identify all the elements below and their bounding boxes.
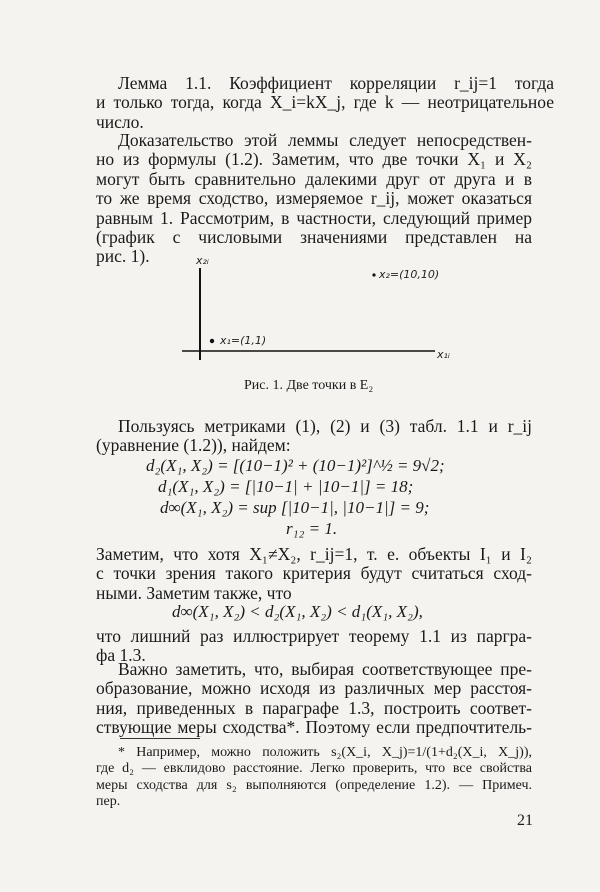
text-line: с точки зрения такого критерия будут считаться сход- [96, 563, 532, 584]
text-line: но из формулы (1.2). Заметим, что две точки X₁ и X₂ [96, 149, 532, 170]
point2-label: x₂=(10,10) [379, 268, 440, 281]
point-x1 [210, 339, 214, 343]
text-line: Доказательство этой леммы следует непосредствен- [118, 130, 532, 150]
y-axis-label: x₂ᵢ [196, 254, 209, 267]
point-x2 [372, 273, 375, 276]
text-line: и только тогда, когда X_i=kX_j, где k — неотрицательное [96, 92, 554, 113]
text-line: ствующие меры сходства*. Поэтому если предпочтитель- [96, 717, 532, 738]
text-line: число. [96, 111, 144, 132]
text-line: Пользуясь метриками (1), (2) и (3) табл. 1.1 и r_ij [118, 416, 532, 436]
equation-d1: d₁(X₁, X₂) = [|10−1| + |10−1|] = 18; [158, 477, 414, 496]
text-line: могут быть сравнительно далекими друг от друга и в [96, 168, 532, 189]
text-line: фа 1.3. [96, 645, 146, 666]
footnote-line: * Например, можно положить s₂(X_i, X_j)=1/(1+d₂(X_i, X_j)), [118, 745, 532, 760]
text-line: ными. Заметим также, что [96, 582, 292, 603]
text-line: Лемма 1.1. Коэффициент корреляции r_ij=1 тогда [118, 73, 554, 93]
equation-d2: d₂(X₁, X₂) = [(10−1)² + (10−1)²]^½ = 9√2; [146, 456, 445, 475]
text-line: равным 1. Рассмотрим, в частности, следующий пример [96, 207, 532, 228]
footnote-line: пер. [96, 794, 121, 810]
lemma-paragraph [96, 74, 554, 132]
footnote-rule [120, 738, 200, 739]
text-line: (график с числовыми значениями представлен на [96, 227, 532, 248]
point1-label: x₁=(1,1) [220, 334, 267, 347]
equation-r12: r₁₂ = 1. [286, 519, 338, 538]
text-line: образование, можно исходя из различных мер расстоя- [96, 678, 532, 699]
transformation-paragraph [96, 660, 532, 738]
text-line: ния, приведенных в параграфе 1.3, построить соответ- [96, 697, 532, 718]
x-axis-label: x₁ᵢ [437, 348, 450, 361]
text-line: Заметим, что хотя X₁≠X₂, r_ij=1, т. е. объекты I₁ и I₂ [96, 544, 532, 564]
footnote-line: где d₂ — евклидово расстояние. Легко проверить, что все свойства [96, 761, 532, 777]
footnote [96, 745, 532, 811]
text-line: Важно заметить, что, выбирая соответствующее пре- [118, 659, 532, 679]
page-number: 21 [517, 812, 533, 829]
text-line: рис. 1). [96, 246, 150, 267]
text-line: (уравнение (1.2)), найдем: [96, 435, 291, 456]
metrics-paragraph [96, 417, 532, 456]
equation-dinf: d∞(X₁, X₂) = sup [|10−1|, |10−1|] = 9; [160, 498, 430, 517]
note-paragraph [96, 545, 532, 603]
proof-paragraph [96, 131, 532, 267]
inequality: d∞(X₁, X₂) < d₂(X₁, X₂) < d₁(X₁, X₂), [172, 602, 423, 621]
text-line: что лишний раз иллюстрирует теорему 1.1 из паргра- [96, 626, 532, 646]
footnote-line: меры сходства для s₂ выполняются (определение 1.2). — Примеч. [96, 777, 532, 793]
figure-caption: Рис. 1. Две точки в E₂ [244, 378, 374, 393]
text-line: то же время сходство, измеряемое r_ij, может оказаться [96, 188, 532, 209]
